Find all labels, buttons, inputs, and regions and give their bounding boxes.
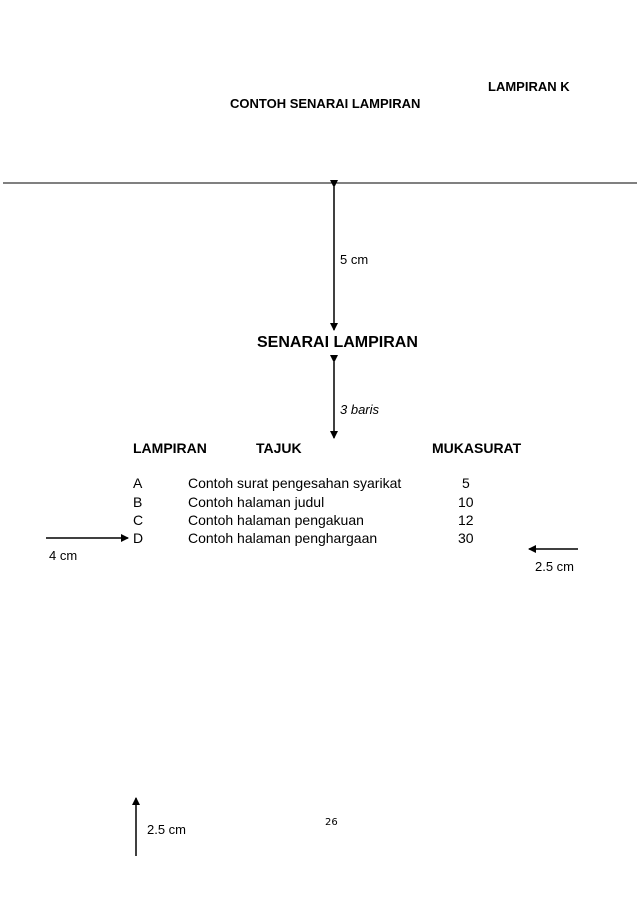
row-code: D: [133, 530, 144, 546]
left-margin-label: 4 cm: [49, 548, 78, 563]
page-title: CONTOH SENARAI LAMPIRAN: [230, 96, 421, 111]
row-code: A: [133, 475, 143, 491]
appendix-label: LAMPIRAN K: [488, 79, 570, 94]
column-header-tajuk: TAJUK: [256, 440, 302, 456]
page-number: 26: [325, 817, 338, 828]
row-title: Contoh halaman pengakuan: [188, 512, 364, 528]
row-code: C: [133, 512, 144, 528]
row-code: B: [133, 494, 143, 510]
list-heading: SENARAI LAMPIRAN: [257, 334, 418, 351]
column-header-lampiran: LAMPIRAN: [133, 440, 207, 456]
row-title: Contoh halaman judul: [188, 494, 325, 510]
row-page: 12: [458, 512, 474, 528]
row-title: Contoh surat pengesahan syarikat: [188, 475, 402, 491]
row-page: 5: [462, 475, 470, 491]
bottom-margin-label: 2.5 cm: [147, 822, 187, 837]
heading-gap-label: 3 baris: [340, 402, 380, 417]
row-page: 10: [458, 494, 474, 510]
row-page: 30: [458, 530, 474, 546]
right-margin-label: 2.5 cm: [535, 559, 575, 574]
top-gap-label: 5 cm: [340, 252, 369, 267]
column-header-mukasurat: MUKASURAT: [432, 440, 522, 456]
row-title: Contoh halaman penghargaan: [188, 530, 378, 546]
